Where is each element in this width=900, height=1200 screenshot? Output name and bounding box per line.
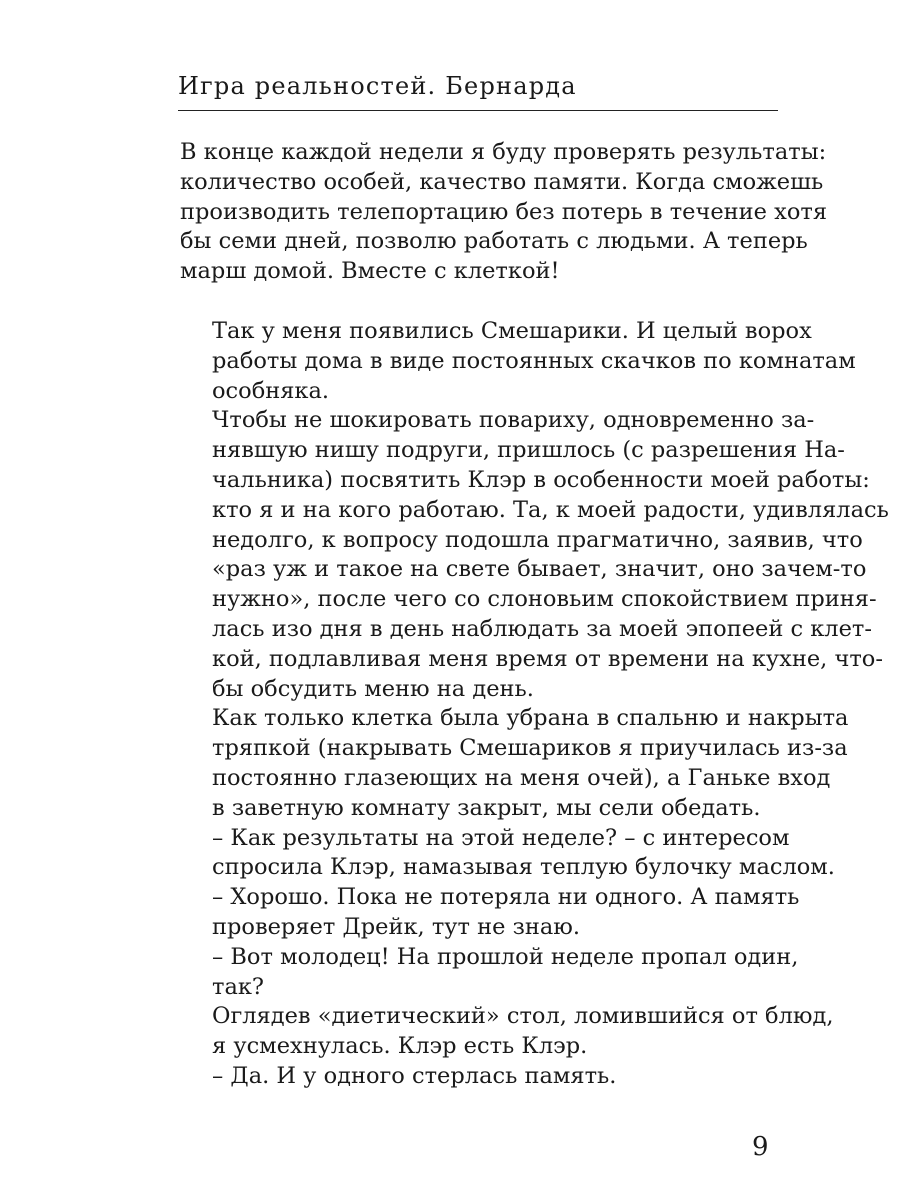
text-line: лась изо дня в день наблюдать за моей эпопеей с клет-	[212, 615, 872, 642]
text-line: – Вот молодец! На прошлой неделе пропал один,	[212, 943, 799, 970]
paragraph	[180, 1062, 778, 1092]
text-line: «раз уж и такое на свете бывает, значит, оно зачем-то	[212, 556, 867, 583]
text-line: бы семи дней, позволю работать с людьми. А теперь	[180, 228, 808, 255]
paragraph	[180, 317, 856, 406]
body-text	[180, 138, 889, 1092]
text-line: в заветную комнату закрыт, мы сели обедать.	[212, 794, 761, 821]
text-line: так?	[212, 973, 264, 1000]
text-line: – Как результаты на этой неделе? – с интересом	[212, 824, 790, 851]
text-line: Чтобы не шокировать повариху, одновременно за-	[212, 407, 815, 434]
text-line: тряпкой (накрывать Смешариков я приучилась из-за	[212, 735, 848, 762]
paragraph	[180, 406, 889, 704]
text-line: кой, подлавливая меня время от времени на кухне, что-	[212, 645, 883, 672]
text-line: Оглядев «диетический» стол, ломившийся от блюд,	[212, 1003, 834, 1030]
text-line: – Хорошо. Пока не потеряла ни одного. А память	[212, 884, 800, 911]
text-line: чальника) посвятить Клэр в особенности моей работы:	[212, 466, 870, 493]
text-line: количество особей, качество памяти. Когда сможешь	[180, 168, 824, 195]
text-line: нявшую нишу подруги, пришлось (с разрешения На-	[212, 437, 845, 464]
text-line: марш домой. Вместе с клеткой!	[180, 258, 560, 285]
text-line: бы обсудить меню на день.	[212, 675, 534, 702]
paragraph	[180, 704, 849, 823]
paragraph	[180, 138, 828, 287]
paragraph	[180, 943, 799, 1003]
text-line: проверяет Дрейк, тут не знаю.	[212, 913, 580, 940]
header-rule	[178, 110, 778, 111]
text-line: производить телепортацию без потерь в течение хотя	[180, 198, 828, 225]
text-line: Как только клетка была убрана в спальню и накрыта	[212, 705, 849, 732]
text-line: недолго, к вопросу подошла прагматично, заявив, что	[212, 526, 863, 553]
paragraph	[180, 824, 835, 884]
paragraph	[180, 883, 800, 943]
text-line: Так у меня появились Смешарики. И целый ворох	[212, 317, 812, 344]
page-number: 9	[752, 1132, 769, 1162]
text-line: кто я и на кого работаю. Та, к моей радости, удивлялась	[212, 496, 889, 523]
text-line: нужно», после чего со слоновьим спокойствием приня-	[212, 586, 877, 613]
text-line: постоянно глазеющих на меня очей), а Ганьке вход	[212, 764, 831, 791]
paragraph	[180, 1002, 834, 1062]
text-line: работы дома в виде постоянных скачков по комнатам	[212, 347, 856, 374]
text-line: спросила Клэр, намазывая теплую булочку маслом.	[212, 854, 835, 881]
text-line: особняка.	[212, 377, 330, 404]
text-line: В конце каждой недели я буду проверять результаты:	[180, 139, 827, 165]
running-header: Игра реальностей. Бернарда	[178, 72, 577, 100]
text-line: – Да. И у одного стерлась память.	[212, 1062, 617, 1089]
text-line: я усмехнулась. Клэр есть Клэр.	[212, 1033, 588, 1060]
